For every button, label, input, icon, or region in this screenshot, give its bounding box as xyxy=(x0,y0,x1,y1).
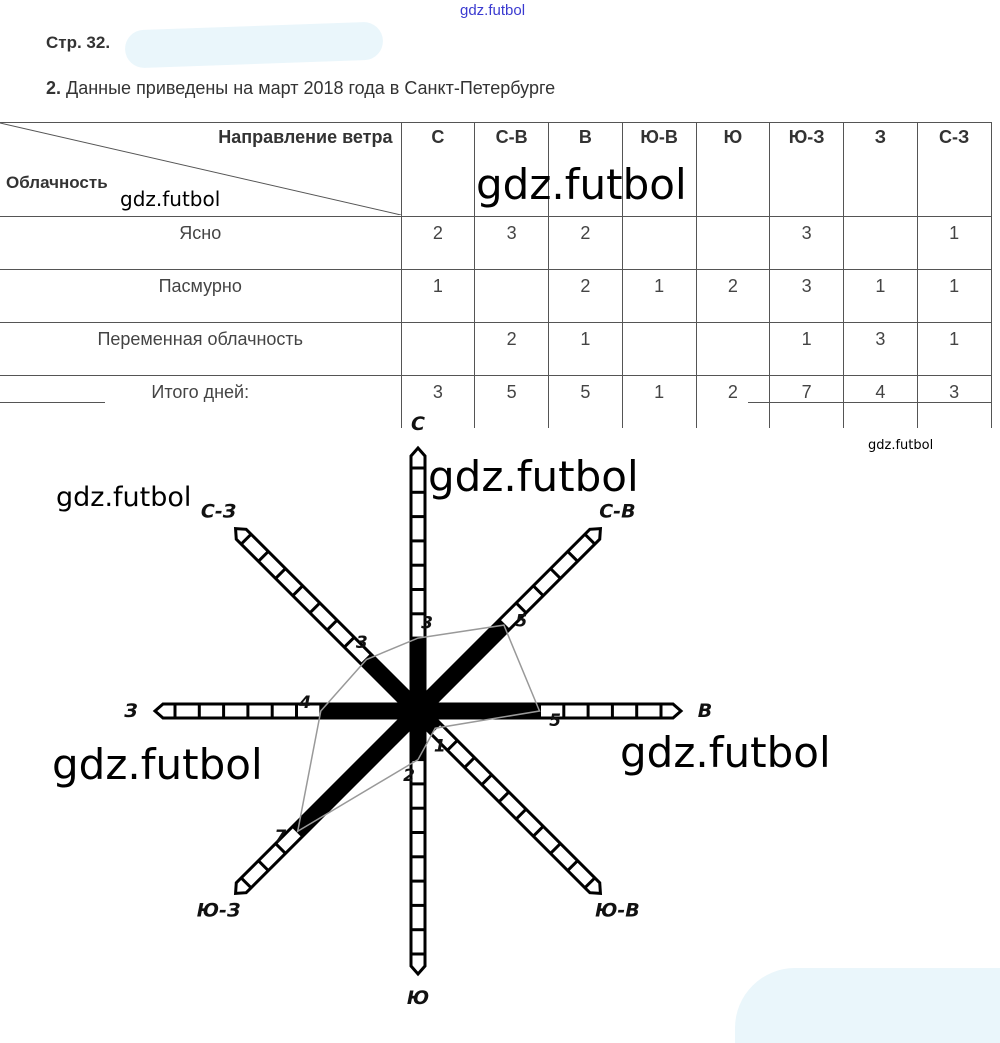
rose-value-n: 3 xyxy=(421,613,433,634)
row-label: Ясно xyxy=(0,217,401,270)
table-cell: 5 xyxy=(549,376,623,429)
table-cell xyxy=(475,270,549,323)
table-corner-header xyxy=(0,123,401,217)
rose-arm-w xyxy=(155,704,418,718)
table-cell: 5 xyxy=(475,376,549,429)
rose-value-w: 4 xyxy=(299,693,312,713)
rose-label-n: С xyxy=(411,413,425,435)
dir-header: Ю-В xyxy=(622,123,696,217)
rose-label-s: Ю xyxy=(406,987,430,1009)
table-row xyxy=(0,323,991,376)
rose-center xyxy=(396,689,440,733)
rose-value-e: 5 xyxy=(549,711,562,731)
rose-value-ne: 5 xyxy=(515,611,528,632)
row-label: Итого дней: xyxy=(0,376,401,429)
dir-header: Ю-З xyxy=(770,123,844,217)
table-cell: 1 xyxy=(917,217,991,270)
rose-label-sw: Ю-З xyxy=(196,899,241,922)
rose-value-sw: 7 xyxy=(274,826,287,847)
rose-value-se: 1 xyxy=(433,736,446,757)
header-cloudiness: Облачность xyxy=(6,173,108,192)
rose-arm-n xyxy=(411,448,425,711)
task-statement xyxy=(46,78,555,99)
table-cell xyxy=(696,217,770,270)
top-watermark: gdz.futbol xyxy=(460,2,526,19)
task-text: Данные приведены на март 2018 года в Санкт-Петербурге xyxy=(66,78,556,98)
rose-arm-se xyxy=(413,706,605,898)
dir-header: С xyxy=(401,123,475,217)
watermark: gdz.futbol xyxy=(428,452,639,501)
table-cell: 3 xyxy=(475,217,549,270)
table-cell: 1 xyxy=(844,270,918,323)
table-cell: 2 xyxy=(696,270,770,323)
rose-label-se: Ю-В xyxy=(595,899,640,922)
row-label: Переменная облачность xyxy=(0,323,401,376)
table-cell xyxy=(844,217,918,270)
task-number: 2. xyxy=(46,78,62,98)
table-cell: 4 xyxy=(844,376,918,429)
rose-arm-sw xyxy=(231,706,423,898)
table-cell xyxy=(401,323,475,376)
rose-arm-nw xyxy=(231,524,423,716)
watermark: gdz.futbol xyxy=(620,728,831,777)
dir-header: Ю xyxy=(696,123,770,217)
watermark: gdz.futbol xyxy=(56,482,192,513)
table-cell: 2 xyxy=(696,376,770,429)
table-cell: 2 xyxy=(401,217,475,270)
table-cell: 3 xyxy=(844,323,918,376)
watermark: gdz.futbol xyxy=(120,187,221,211)
table-cell: 1 xyxy=(917,323,991,376)
rose-label-ne: С-В xyxy=(599,500,636,523)
watermark: gdz.futbol xyxy=(476,160,687,209)
rose-label-e: В xyxy=(697,700,713,722)
rose-label-w: З xyxy=(124,700,138,722)
table-cell: 2 xyxy=(549,217,623,270)
rose-label-nw: С-З xyxy=(200,500,237,523)
table-cell: 1 xyxy=(917,270,991,323)
table-cell: 1 xyxy=(401,270,475,323)
table-row xyxy=(0,217,991,270)
page-reference: Стр. 32. xyxy=(46,33,111,52)
rose-value-nw: 3 xyxy=(355,633,368,654)
highlight-blob xyxy=(124,22,383,69)
table-cell xyxy=(696,323,770,376)
table-cell: 3 xyxy=(770,217,844,270)
table-cell xyxy=(622,323,696,376)
table-row xyxy=(0,270,991,323)
dir-header: В xyxy=(549,123,623,217)
table-cell: 3 xyxy=(770,270,844,323)
header-wind-direction: Направление ветра xyxy=(218,127,393,147)
dir-header: С-В xyxy=(475,123,549,217)
dir-header: С-З xyxy=(917,123,991,217)
table-cell: 3 xyxy=(917,376,991,429)
highlight-blob xyxy=(735,968,1000,1043)
rose-arm-ne xyxy=(413,524,605,716)
table-cell: 1 xyxy=(549,323,623,376)
row-label: Пасмурно xyxy=(0,270,401,323)
table-cell: 2 xyxy=(475,323,549,376)
table-cell: 7 xyxy=(770,376,844,429)
table-cell: 2 xyxy=(549,270,623,323)
table-cell xyxy=(622,217,696,270)
dir-header: З xyxy=(844,123,918,217)
rose-value-s: 2 xyxy=(403,766,415,787)
watermark: gdz.futbol xyxy=(868,438,934,453)
watermark: gdz.futbol xyxy=(52,740,263,789)
table-cell: 1 xyxy=(622,270,696,323)
table-cell: 1 xyxy=(770,323,844,376)
table-cell: 1 xyxy=(622,376,696,429)
table-cell: 3 xyxy=(401,376,475,429)
